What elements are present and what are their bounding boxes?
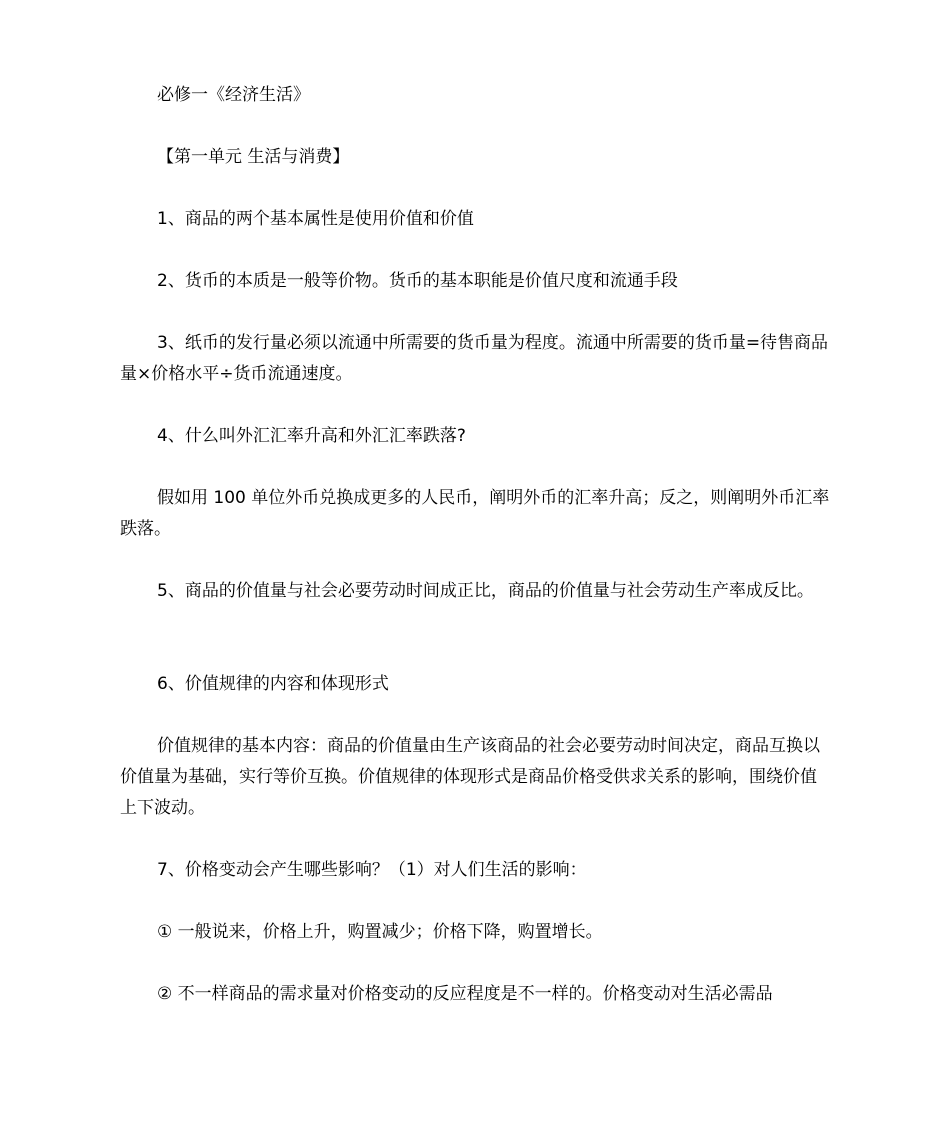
point-1: 1、商品的两个基本属性是使用价值和价值	[157, 209, 474, 229]
point-2: 2、货币的本质是一般等价物。货币的基本职能是价值尺度和流通手段	[157, 271, 678, 291]
point-3: 3、纸币的发行量必须以流通中所需要的货币量为程度。流通中所需要的货币量=待售商品量×价格水平÷货币流通速度。	[120, 333, 829, 384]
point-6-answer: 价值规律的基本内容：商品的价值量由生产该商品的社会必要劳动时间决定，商品互换以价值量为基础，实行等价互换。价值规律的体现形式是商品价格受供求关系的影响，围绕价值上下波动。	[120, 736, 820, 818]
unit-heading: 【第一单元 生活与消费】	[157, 147, 350, 167]
point-7-item-1: ① 一般说来，价格上升，购置减少；价格下降，购置增长。	[157, 922, 603, 942]
point-5: 5、商品的价值量与社会必要劳动时间成正比，商品的价值量与社会劳动生产率成反比。	[157, 581, 814, 601]
point-7: 7、价格变动会产生哪些影响？（1）对人们生活的影响：	[157, 860, 587, 880]
point-4-answer: 假如用 100 单位外币兑换成更多的人民币，阐明外币的汇率升高；反之，则阐明外币汇率跌落。	[120, 488, 830, 539]
point-6: 6、价值规律的内容和体现形式	[157, 674, 389, 694]
point-4: 4、什么叫外汇汇率升高和外汇汇率跌落?	[157, 426, 466, 446]
point-7-item-2: ② 不一样商品的需求量对价格变动的反应程度是不一样的。价格变动对生活必需品	[157, 984, 773, 1004]
book-title: 必修一《经济生活》	[157, 85, 310, 105]
